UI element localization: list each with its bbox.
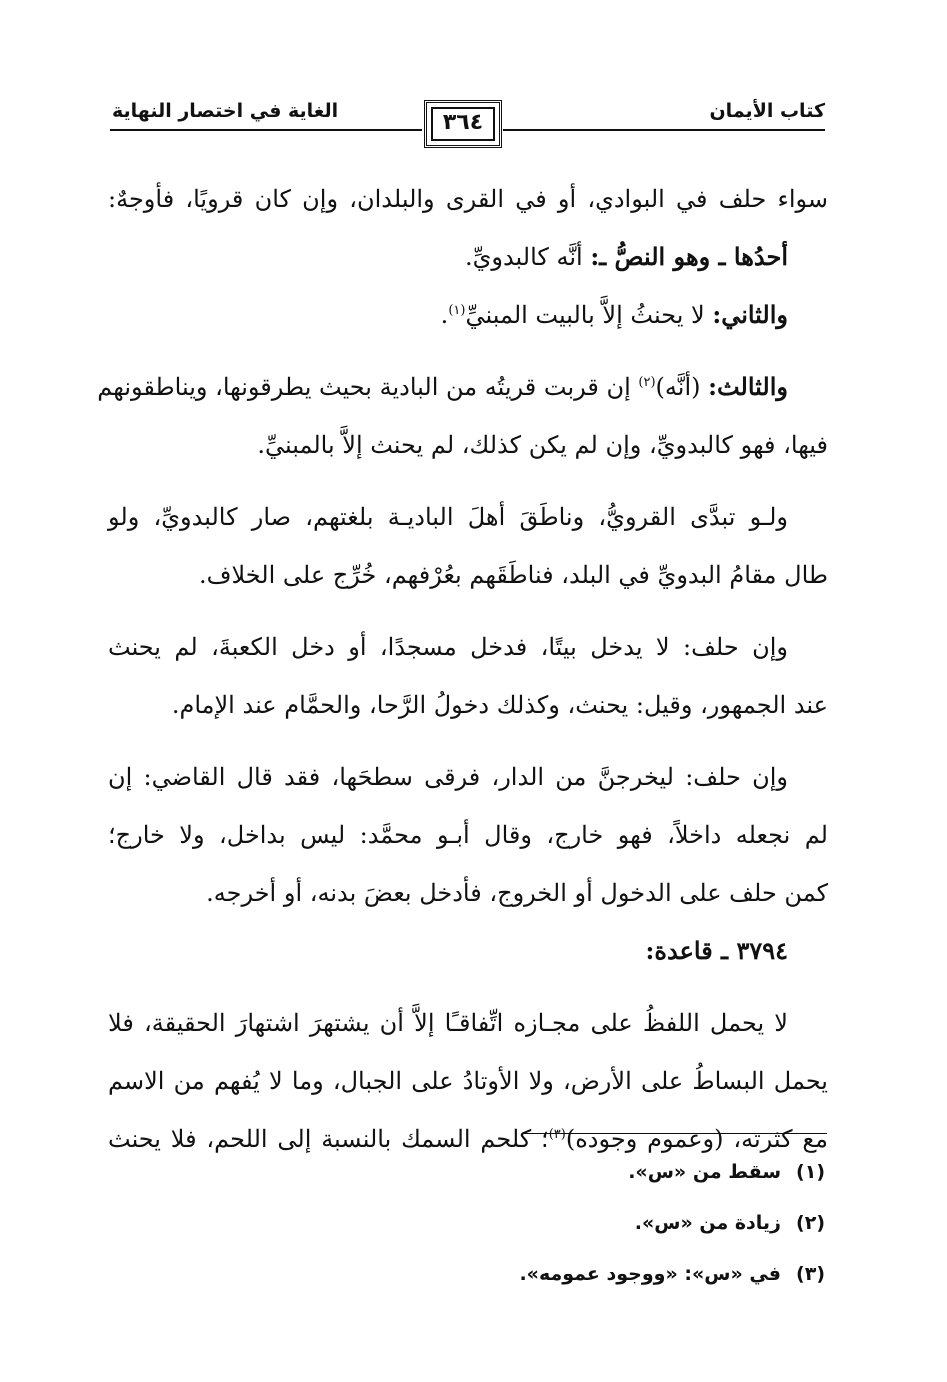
text-line: كمن حلف على الدخول أو الخروج، فأدخل بعضَ بدنه، أو أخرجه. <box>206 879 828 907</box>
text-line: لا يحمل اللفظُ على مجـازه اتِّفاقـًا إلاَّ أن يشتهرَ اشتهارَ الحقيقة، فلا <box>108 1009 788 1037</box>
footnote-text: في «س»: «ووجود عمومه». <box>519 1263 781 1285</box>
page-number-frame <box>424 100 502 148</box>
header-rule-left <box>110 129 422 131</box>
text-line: فيها، فهو كالبدويِّ، وإن لم يكن كذلك، لم يحنث إلاَّ بالمبنيِّ. <box>257 431 828 459</box>
footnote-ref: (٢) <box>638 375 656 390</box>
footnote <box>519 1252 825 1303</box>
bold-lead: والثاني: <box>712 300 788 329</box>
bold-lead: والثالث: <box>708 372 788 401</box>
text-run: إن قربت قريتُه من البادية بحيث يطرقونها، ويناطقونهم <box>97 373 639 401</box>
footnote-ref: (٣) <box>548 1127 566 1142</box>
text-line: يحمل البساطُ على الأرض، ولا الأوتادُ على الجبال، وما لا يُفهم من الاسم <box>108 1067 828 1095</box>
footnote <box>519 1201 825 1252</box>
page-number: ٣٦٤ <box>442 110 484 135</box>
text-line <box>97 358 828 416</box>
main-text <box>97 170 829 1168</box>
text-line: سواء حلف في البوادي، أو في القرى والبلدان، وإن كان قرويًا، فأوجهٌ: <box>108 185 829 213</box>
text-line: ولـو تبدَّى القرويُّ، وناطَقَ أهلَ الباديـة بلغتهم، صار كالبدويِّ، ولو <box>108 503 788 531</box>
text-line: وإن حلف: لا يدخل بيتًا، فدخل مسجدًا، أو دخل الكعبةَ، لم يحنث <box>108 633 788 661</box>
chapter-title: كتاب الأيمان <box>709 100 825 122</box>
footnotes <box>519 1150 825 1303</box>
text-run: (أنَّه) <box>655 373 709 401</box>
text-run: مع كثرته، (وعموم وجوده) <box>565 1125 828 1153</box>
footnote-text: زيادة من «س». <box>634 1212 781 1234</box>
header-rule-right <box>503 129 825 131</box>
footnote-number: (١) <box>796 1161 825 1183</box>
section-heading: ٣٧٩٤ ـ قاعدة: <box>645 936 788 965</box>
text-line: طال مقامُ البدويِّ في البلد، فناطَقَهم بعُرْفهم، خُرِّج على الخلاف. <box>198 561 828 589</box>
text-line: وإن حلف: ليخرجنَّ من الدار، فرقى سطحَها، فقد قال القاضي: إن <box>108 763 788 791</box>
text-line <box>108 286 828 344</box>
text-line <box>108 228 828 286</box>
footnote-number: (٢) <box>796 1212 825 1234</box>
footnote-text: سقط من «س». <box>628 1161 781 1183</box>
text-run: . <box>440 301 449 329</box>
footnote-separator <box>522 1133 827 1134</box>
text-line: عند الجمهور، وقيل: يحنث، وكذلك دخولُ الرَّحا، والحمَّام عند الإمام. <box>171 691 828 719</box>
text-run: أنَّه كالبدويِّ. <box>464 243 591 271</box>
footnote-number: (٣) <box>796 1263 825 1285</box>
book-title: الغاية في اختصار النهاية <box>112 100 339 122</box>
text-run: ؛ كلحم السمك بالنسبة إلى اللحم، فلا يحنث <box>108 1125 549 1153</box>
footnote <box>519 1150 825 1201</box>
bold-lead: أحدُها ـ وهو النصُّ ـ: <box>590 242 788 271</box>
footnote-ref: (١) <box>448 303 466 318</box>
text-run: لا يحنثُ إلاَّ بالبيت المبنيِّ <box>465 301 713 329</box>
text-line: لم نجعله داخلاً، فهو خارج، وقال أبـو محمَّد: ليس بداخل، ولا خارج؛ <box>108 821 828 849</box>
